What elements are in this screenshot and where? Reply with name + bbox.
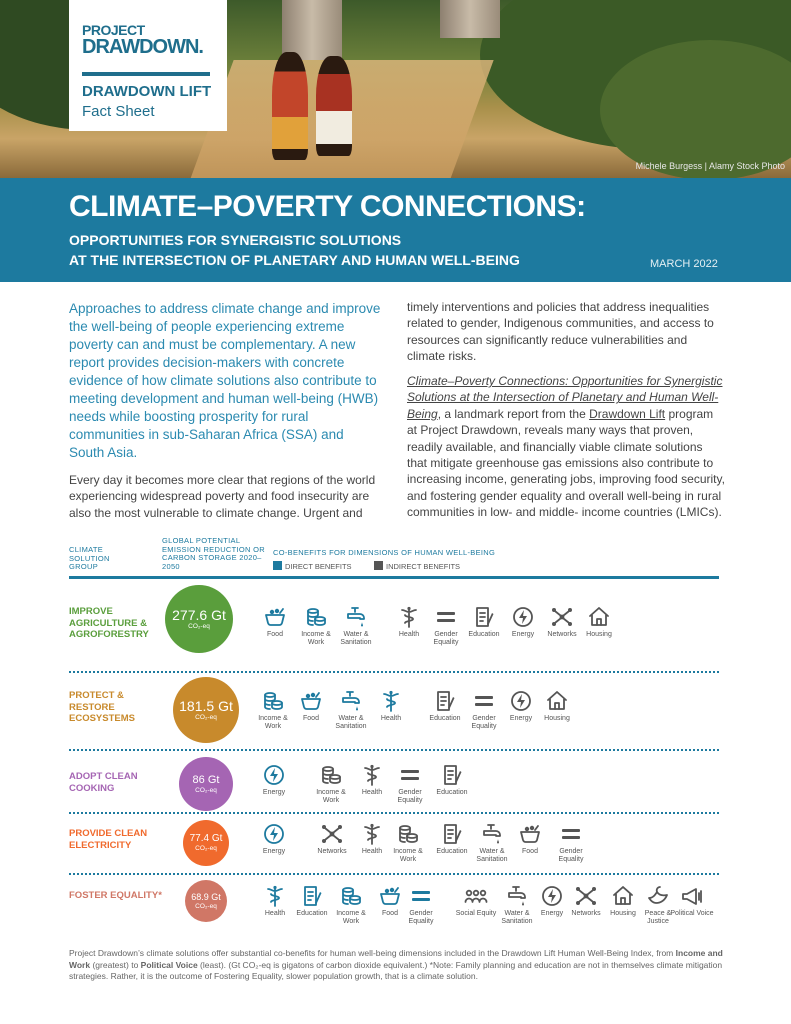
benefit-label: Education <box>436 848 468 855</box>
benefit-item <box>388 763 432 805</box>
benefit-item <box>329 884 373 926</box>
benefit-item <box>310 822 354 856</box>
book-icon <box>433 689 457 713</box>
benefit-label: Energy <box>511 631 535 638</box>
row-divider <box>69 671 719 673</box>
benefit-label: Water & Sanitation <box>476 848 508 863</box>
intro-paragraph: Approaches to address climate change and improve the well-being of people experiencing extreme poverty can and must be complementary. A new report provides decision-makers with concrete evidence of how climate solutions also contribute to meeting development and human well-being (HWB) needs while boosting prosperity for rural communities in sub-Saharan Africa (SSA) and South Asia. <box>69 301 381 460</box>
benefit-label: Education <box>468 631 500 638</box>
benefit-label: Social Equity <box>455 910 497 917</box>
network-icon <box>320 822 344 846</box>
row-divider <box>69 812 719 814</box>
solution-group-label: PROVIDE CLEAN ELECTRICITY <box>69 828 148 851</box>
brand-logo: DRAWDOWN. <box>82 36 203 58</box>
benefit-label: Education <box>436 789 468 796</box>
benefit-label: Housing <box>586 631 612 638</box>
benefit-label: Health <box>361 848 383 855</box>
legend-direct <box>273 561 352 571</box>
para3-text2: program at Project Drawdown, reveals many ways that proven, readily available, and financially viable climate solutions that mitigate greenhouse gas emissions also contribute to increasing income, generating jobs, improving food security, and fostering gender equality and overall well-being in rural communities in low- and middle- income countries (LMICs). <box>407 406 725 520</box>
para3-text1: , a landmark report from the <box>437 406 590 421</box>
emission-circle <box>165 585 233 653</box>
benefit-item <box>294 605 338 647</box>
benefit-label: Health <box>398 631 420 638</box>
photo-credit: Michele Burgess | Alamy Stock Photo <box>635 161 785 171</box>
coins-icon <box>396 822 420 846</box>
benefit-label: Food <box>382 910 398 917</box>
legend-indirect <box>374 561 460 571</box>
benefit-item <box>386 822 430 864</box>
book-icon <box>440 763 464 787</box>
benefit-label: Peace & Justice <box>644 910 672 925</box>
subtitle-line2: AT THE INTERSECTION OF PLANETARY AND HUMAN WELL-BEING <box>69 252 520 268</box>
benefit-label: Water & Sanitation <box>501 910 533 925</box>
coins-icon <box>339 884 363 908</box>
benefit-label: Political Voice <box>670 910 714 917</box>
benefit-label: Gender Equality <box>408 910 434 925</box>
emission-unit: CO₂-eq <box>195 902 217 910</box>
brand-divider <box>82 72 210 76</box>
benefit-label: Gender Equality <box>433 631 459 646</box>
emission-circle <box>173 677 239 743</box>
faucet-icon <box>505 884 529 908</box>
benefit-label: Income & Work <box>258 715 288 730</box>
solution-group-label: IMPROVE AGRICULTURE & AGROFORESTRY <box>69 606 149 640</box>
dove-icon <box>646 884 670 908</box>
benefit-label: Food <box>522 848 538 855</box>
brand-lift: DRAWDOWN LIFT <box>82 83 212 100</box>
footnote-bold2: Political Voice <box>140 959 198 970</box>
subtitle-line1: OPPORTUNITIES FOR SYNERGISTIC SOLUTIONS <box>69 232 402 248</box>
food-icon <box>263 605 287 629</box>
benefit-item <box>577 605 621 639</box>
col-header-potential: GLOBAL POTENTIAL EMISSION REDUCTION OR CARBON STORAGE 2020–2050 <box>162 536 265 571</box>
drawdown-lift-link[interactable]: Drawdown Lift <box>589 406 666 421</box>
benefit-item <box>430 763 474 797</box>
book-icon <box>300 884 324 908</box>
benefit-label: Water & Sanitation <box>340 631 372 646</box>
benefit-label: Networks <box>571 910 601 917</box>
report-title-link[interactable]: Climate–Poverty Connections: Opportunities for Synergistic Solutions at the Intersection of Planetary and Human Well-Being <box>407 374 723 421</box>
body-paragraph-2: timely interventions and policies that address inequalities related to gender, Indigenous communities, and access to resources can significantly reduce vulnerabilities and climate risks. <box>407 300 714 364</box>
body-paragraph-3 <box>407 373 725 521</box>
benefit-label: Education <box>296 910 328 917</box>
benefit-item <box>289 689 333 723</box>
emission-value: 181.5 Gt <box>179 698 233 714</box>
benefit-label: Income & Work <box>336 910 366 925</box>
benefit-label: Housing <box>610 910 636 917</box>
caduceus-icon <box>379 689 403 713</box>
emission-circle <box>183 820 229 866</box>
benefit-label: Income & Work <box>316 789 346 804</box>
benefit-item <box>290 884 334 918</box>
faucet-icon <box>339 689 363 713</box>
row-divider <box>69 749 719 751</box>
emission-circle <box>185 880 227 922</box>
benefit-label: Housing <box>544 715 570 722</box>
body-paragraph-1: Every day it becomes more clear that regions of the world experiencing widespread poverty and food insecurity are also the most vulnerable to climate change. Urgent and <box>69 473 376 520</box>
emission-value: 77.4 Gt <box>189 833 223 844</box>
footnote <box>69 948 731 983</box>
house-icon <box>545 689 569 713</box>
benefit-item <box>535 689 579 723</box>
benefit-label: Gender Equality <box>397 789 423 804</box>
benefit-item <box>329 689 373 731</box>
caduceus-icon <box>360 763 384 787</box>
coins-icon <box>261 689 285 713</box>
faucet-icon <box>480 822 504 846</box>
equal-icon <box>398 763 422 787</box>
benefit-label: Networks <box>547 631 577 638</box>
book-icon <box>472 605 496 629</box>
benefit-label: Gender Equality <box>471 715 497 730</box>
benefit-item <box>501 605 545 639</box>
benefit-label: Gender Equality <box>558 848 584 863</box>
page-title: CLIMATE–POVERTY CONNECTIONS: <box>69 190 586 223</box>
benefit-label: Water & Sanitation <box>335 715 367 730</box>
megaphone-icon <box>680 884 704 908</box>
energy-icon <box>262 763 286 787</box>
table-top-rule <box>69 576 719 579</box>
house-icon <box>587 605 611 629</box>
row-divider <box>69 873 719 875</box>
benefit-item <box>430 822 474 856</box>
benefit-item <box>334 605 378 647</box>
equal-icon <box>472 689 496 713</box>
benefit-label: Health <box>361 789 383 796</box>
emission-unit: CO₂-eq <box>188 623 210 630</box>
col-header-group: CLIMATE SOLUTION GROUP <box>69 545 110 571</box>
solution-group-label: FOSTER EQUALITY* <box>69 890 162 901</box>
coins-icon <box>304 605 328 629</box>
food-icon <box>299 689 323 713</box>
benefit-label: Energy <box>262 789 286 796</box>
benefit-item <box>508 822 552 856</box>
equal-icon <box>559 822 583 846</box>
benefit-label: Health <box>264 910 286 917</box>
emission-unit: CO₂-eq <box>195 714 217 721</box>
solution-group-label: PROTECT & RESTORE ECOSYSTEMS <box>69 690 135 724</box>
brand-line1: PROJECT <box>82 22 145 38</box>
network-icon <box>574 884 598 908</box>
brand-factsheet: Fact Sheet <box>82 103 155 120</box>
benefit-item <box>454 884 498 918</box>
food-icon <box>518 822 542 846</box>
benefit-label: Income & Work <box>393 848 423 863</box>
footnote-text1: Project Drawdown’s climate solutions offer substantial co-benefits for human well-being dimensions included in the Drawdown Lift Human Well-Being Index, from <box>69 948 676 958</box>
footnote-bold1: Income and Work <box>69 948 723 970</box>
people-icon <box>464 884 488 908</box>
benefit-item <box>670 884 714 918</box>
benefit-label: Energy <box>262 848 286 855</box>
energy-icon <box>540 884 564 908</box>
footnote-text3: (least). (Gt CO₂-eq is gigatons of carbon dioxide equivalent.) *Note: Family planning and education are not in themselves climate mitigation strategies. Rather, it is the outcome of Fostering Equality, slower population growth, that is a climate solution. <box>69 959 723 981</box>
equal-icon <box>434 605 458 629</box>
publication-date: MARCH 2022 <box>650 258 718 270</box>
emission-unit: CO₂-eq <box>195 845 217 852</box>
benefit-label: Energy <box>509 715 533 722</box>
benefit-item <box>252 763 296 797</box>
benefit-item <box>549 822 593 864</box>
benefit-label: Energy <box>540 910 564 917</box>
house-icon <box>611 884 635 908</box>
legend-indirect-label: INDIRECT BENEFITS <box>386 562 461 571</box>
emission-value: 277.6 Gt <box>172 607 226 623</box>
footnote-text2: (greatest) to <box>90 959 141 970</box>
benefit-item <box>309 763 353 805</box>
network-icon <box>550 605 574 629</box>
brand-box <box>69 0 227 131</box>
caduceus-icon <box>397 605 421 629</box>
energy-icon <box>511 605 535 629</box>
legend-direct-label: DIRECT BENEFITS <box>285 562 352 571</box>
solution-group-label: ADOPT CLEAN COOKING <box>69 771 138 794</box>
faucet-icon <box>344 605 368 629</box>
benefit-label: Education <box>429 715 461 722</box>
benefit-item <box>399 884 443 926</box>
benefit-label: Networks <box>317 848 347 855</box>
benefit-label: Income & Work <box>301 631 331 646</box>
benefit-label: Food <box>267 631 283 638</box>
emission-value: 68.9 Gt <box>191 891 221 902</box>
benefit-item <box>423 689 467 723</box>
col-header-cobenefits: CO-BENEFITS FOR DIMENSIONS OF HUMAN WELL-BEING <box>273 548 496 557</box>
emission-unit: CO₂-eq <box>195 786 217 794</box>
book-icon <box>440 822 464 846</box>
benefit-label: Food <box>303 715 319 722</box>
caduceus-icon <box>360 822 384 846</box>
emission-circle <box>179 757 233 811</box>
benefit-item <box>252 822 296 856</box>
benefit-item <box>369 689 413 723</box>
benefit-item <box>462 605 506 639</box>
benefit-label: Health <box>380 715 402 722</box>
energy-icon <box>509 689 533 713</box>
emission-value: 86 Gt <box>192 773 220 786</box>
caduceus-icon <box>263 884 287 908</box>
equal-icon <box>409 884 433 908</box>
benefit-item <box>253 605 297 639</box>
energy-icon <box>262 822 286 846</box>
coins-icon <box>319 763 343 787</box>
